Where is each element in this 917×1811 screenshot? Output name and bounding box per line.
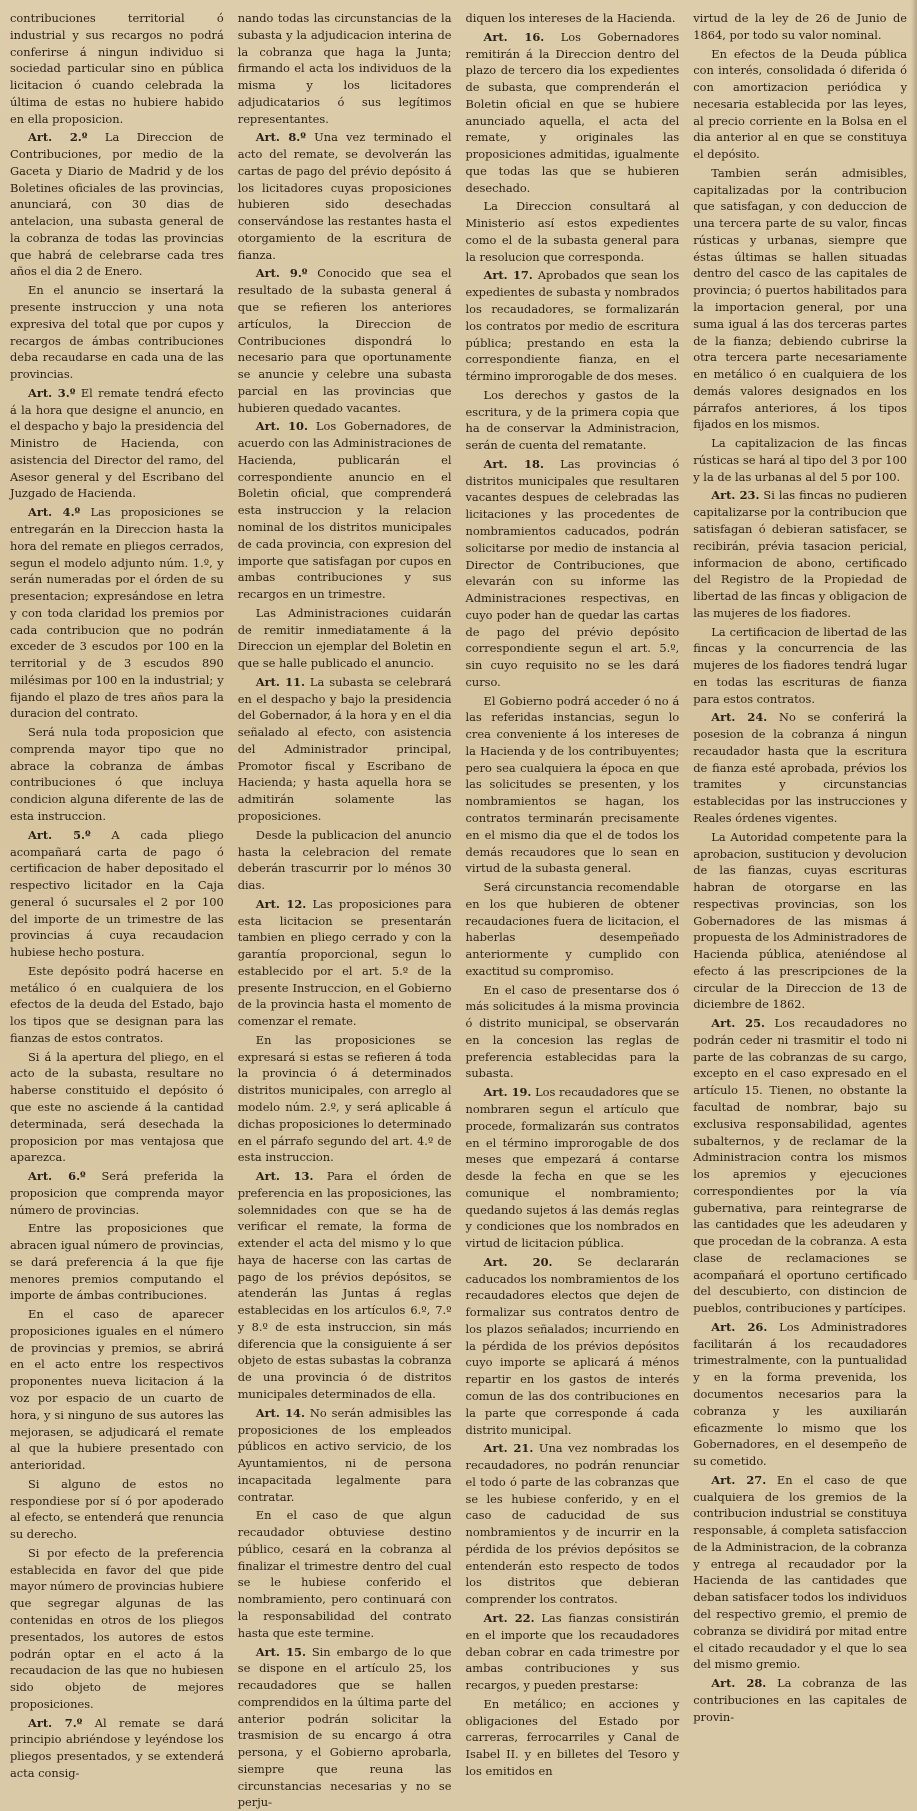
article-number: Art. 23. [711, 488, 759, 502]
paragraph [238, 10, 452, 127]
paragraph [238, 129, 452, 263]
paragraph-text: En el caso de aparecer proposiciones iguales en el número de provincias y premios, se abrirá en el acto entre los respectivos proponentes nueva licitacion á la voz por espacio de un cuarto de hora, y si ninguno de sus autores las mejorasen, se adjudicará el remate al que la hubiere presentado con anterioridad. [10, 1307, 224, 1472]
paragraph [466, 198, 680, 265]
paragraph-text: Los recaudadores que se nombraren segun el artículo que procede, formalizarán sus contratos en el término improrogable de dos meses que empezará á contarse desde la fecha en que se les comunique el nombramiento; quedando sujetos á las demás reglas y condiciones que los nombrados en virtud de licitacion pública. [466, 1085, 680, 1250]
paragraph-text: La Direccion consultará al Ministerio así estos expedientes como el de la subasta general para la resolucion que corresponda. [466, 199, 680, 263]
paragraph [10, 724, 224, 825]
paragraph [10, 963, 224, 1047]
column-2 [238, 10, 452, 1272]
paragraph-text: diquen los intereses de la Hacienda. [466, 11, 676, 25]
paragraph-text: En las proposiciones se expresará si estas se refieren á toda la provincia ó á determinados distritos municipales, con arreglo al modelo núm. 2.º, y será aplicable á dichas proposiciones lo determinado en el párrafo segundo del art. 4.º de esta instruccion. [238, 1033, 452, 1164]
page-edge-shadow [911, 0, 917, 1280]
paragraph-text: En el caso de que algun recaudador obtuviese destino público, cesará en la cobranza al finalizar el trimestre dentro del cual se le hubiese conferido el nombramiento, pero continuará con la responsabilidad del contrato hasta que este termine. [238, 1508, 452, 1639]
paragraph [693, 46, 907, 163]
article-number: Art. 25. [711, 1016, 765, 1030]
paragraph-text: Las proposiciones para esta licitacion se presentarán tambien en pliego cerrado y con la garantía proporcional, segun lo establecido por el art. 5.º de la presente Instruccion, en el Gobierno de la provincia hasta el momento de comenzar el remate. [238, 897, 452, 1028]
paragraph [238, 1644, 452, 1811]
paragraph-text: Entre las proposiciones que abracen igual número de provincias, se dará preferencia á la que fije menores premios computando el importe de ámbas contribuciones. [10, 1221, 224, 1302]
paragraph [10, 1220, 224, 1304]
article-number: Art. 9.º [256, 266, 308, 280]
paragraph [238, 418, 452, 602]
article-number: Art. 14. [256, 1406, 305, 1420]
paragraph [10, 385, 224, 502]
paragraph-text: No se conferirá la posesion de la cobranza á ningun recaudador hasta que la escritura de fianza esté aprobada, prévios los tramites y circunstancias establecidas por las instrucciones y Reales órdenes vigentes. [693, 710, 907, 825]
paragraph-text: Si las fincas no pudieren capitalizarse por la contribucion que satisfagan ó debieran satisfacer, se recibirán, prévia tasacion pericial, informacion de abono, certificado del Registro de la Propiedad de libertad de las fincas y obligacion de las mujeres de los fiadores. [693, 488, 907, 619]
article-number: Art. 8.º [256, 130, 306, 144]
paragraph [238, 1032, 452, 1166]
paragraph [10, 1476, 224, 1543]
paragraph [238, 1507, 452, 1641]
paragraph [10, 1306, 224, 1474]
paragraph [466, 10, 680, 27]
column-1 [10, 10, 224, 1272]
article-number: Art. 15. [256, 1645, 306, 1659]
paragraph [693, 165, 907, 433]
paragraph [238, 265, 452, 416]
paragraph-text: El remate tendrá efecto á la hora que designe el anuncio, en el despacho y bajo la presidencia del Ministro de Hacienda, con asistencia del Director del ramo, del Asesor general y del Escribano del Juzgado de Hacienda. [10, 386, 224, 501]
article-number: Art. 13. [256, 1169, 314, 1183]
paragraph [10, 282, 224, 383]
paragraph [466, 1696, 680, 1780]
article-number: Art. 2.º [28, 130, 87, 144]
paragraph [693, 1675, 907, 1725]
paragraph [238, 674, 452, 825]
paragraph-text: La Direccion de Contribuciones, por medio de la Gaceta y Diario de Madrid y de los Boletines oficiales de las provincias, anunciará, con 30 dias de antelacion, una subasta general de la cobranza de todas las provincias que habrá de celebrarse cada tres años el dia 2 de Enero. [10, 130, 224, 278]
paragraph-text: La certificacion de libertad de las fincas y la concurrencia de las mujeres de los fiadores tendrá lugar en todas las escrituras de fianza para estos contratos. [693, 625, 907, 706]
paragraph-text: Las fianzas consistirán en el importe que los recaudadores deban cobrar en cada trimestre por ambas contribuciones y sus recargos, y pueden prestarse: [466, 1611, 680, 1692]
paragraph [238, 605, 452, 672]
paragraph [466, 1084, 680, 1252]
article-number: Art. 16. [484, 30, 545, 44]
paragraph [466, 879, 680, 980]
column-3 [466, 10, 680, 1272]
paragraph-text: nando todas las circunstancias de la subasta y la adjudicacion interina de la cobranza que haga la Junta; firmando el acta los individuos de la misma y los licitadores adjudicatarios ó sus legítimos representantes. [238, 11, 452, 126]
article-number: Art. 26. [711, 1320, 767, 1334]
article-number: Art. 5.º [28, 828, 91, 842]
paragraph-text: La Autoridad competente para la aprobacion, sustitucion y devolucion de las fianzas, cuyas escrituras habran de otorgarse en las respectivas provincias, son los Gobernadores de las mismas á propuesta de los Administradores de Hacienda pública, ateniéndose al efecto á las prescripciones de la circular de la Direccion de 13 de diciembre de 1862. [693, 830, 907, 1012]
paragraph-text: Las Administraciones cuidarán de remitir inmediatamente á la Direccion un ejemplar del Boletin en que se halle publicado el anuncio. [238, 606, 452, 670]
paragraph-text: Los recaudadores no podrán ceder ni trasmitir el todo ni parte de las cobranzas de su cargo, excepto en el caso expresado en el artículo 15. Tienen, no obstante la facultad de nombrar, bajo su exclusiva responsabilidad, agentes subalternos, y de reclamar de la Administracion contra los mismos los apremios y ejecuciones correspondientes por la vía gubernativa, para reintegrarse de las cantidades que les adeudaren y que procedan de la cobranza. A esta clase de reclamaciones se acompañará el oportuno certificado del descubierto, con distincion de pueblos, contribuciones y partícipes. [693, 1016, 907, 1315]
paragraph-text: contribuciones territorial ó industrial y sus recargos no podrá conferirse á ningun individuo si sociedad particular sino en pública licitacion ó cuando celebrada la última de estas no hubiere habido en ella proposicion. [10, 11, 224, 126]
paragraph-text: Este depósito podrá hacerse en metálico ó en cualquiera de los efectos de la deuda del Estado, bajo los tipos que se designan para las fianzas de estos contratos. [10, 964, 224, 1045]
paragraph-text: Las provincias ó distritos municipales que resultaren vacantes despues de celebradas las licitaciones y las procedentes de nombramientos caducados, podrán solicitarse por medio de instancia al Director de Contribuciones, que elevarán con su informe las Administraciones respectivas, en cuyo poder han de quedar las cartas de pago del prévio depósito correspondiente segun el art. 5.º, sin cuyo requisito no se les dará curso. [466, 457, 680, 689]
paragraph [693, 624, 907, 708]
paragraph-text: Si por efecto de la preferencia establecida en favor del que pide mayor número de provincias hubiere que segregar algunas de las contenidas en otros de los pliegos presentados, los autores de estos podrán optar en el acto á la recaudacion de las que no hubiesen sido objeto de mejores proposiciones. [10, 1546, 224, 1711]
paragraph-text: Conocido que sea el resultado de la subasta general á que se refieren los anteriores artículos, la Direccion de Contribuciones dispondrá lo necesario para que oportunamente se anuncie y celebre una subasta parcial en las provincias que hubieren quedado vacantes. [238, 266, 452, 414]
paragraph [693, 709, 907, 826]
paragraph-text: En el caso de que cualquiera de los gremios de la contribucion industrial se constituya responsable, á completa satisfaccion de la Administracion, de la cobranza y entrega al recaudador por la Hacienda de las cantidades que deban satisfacer todos los individuos del respectivo gremio, el premio de cobranza se dividirá por mitad entre el citado recaudador y el que lo sea del mismo gremio. [693, 1473, 907, 1671]
article-number: Art. 3.º [28, 386, 75, 400]
paragraph-text: Será preferida la proposicion que comprenda mayor número de provincias. [10, 1169, 224, 1217]
column-4 [693, 10, 907, 1272]
paragraph-text: Los Gobernadores, de acuerdo con las Administraciones de Hacienda, publicarán el correspondiente anuncio en el Boletin oficial, que comprenderá esta instruccion y la relacion nominal de los distritos municipales de cada provincia, con expresion del importe que satisfagan por cupos en ambas contribuciones y sus recargos en un trimestre. [238, 419, 452, 601]
paragraph-text: Sin embargo de lo que se dispone en el artículo 25, los recaudadores que se hallen comprendidos en la última parte del anterior podrán solicitar la trasmision de su encargo á otra persona, y el Gobierno aprobarla, siempre que reuna las circunstancias necesarias y no se perju- [238, 1645, 452, 1810]
paragraph [10, 1715, 224, 1782]
paragraph-text: Los derechos y gastos de la escritura, y de la primera copia que ha de conservar la Administracion, serán de cuenta del rematante. [466, 388, 680, 452]
paragraph-text: Será nula toda proposicion que comprenda mayor tipo que no abrace la cobranza de ámbas contribuciones ó que incluya condicion alguna diferente de las de esta instruccion. [10, 725, 224, 823]
paragraph-text: Las proposiciones se entregarán en la Direccion hasta la hora del remate en pliegos cerrados, segun el modelo adjunto núm. 1.º, y serán numeradas por el órden de su presentacion; expresándose en letra y con toda claridad los premios por cada contribucion que no podrán exceder de 3 escudos por 100 en la territorial y de 3 escudos 890 milésimas por 100 en la industrial; y fijando el plazo de tres años para la duracion del contrato. [10, 505, 224, 720]
paragraph [693, 829, 907, 1013]
paragraph [10, 1049, 224, 1166]
paragraph-text: Se declararán caducados los nombramientos de los recaudadores electos que dejen de formalizar sus contratos dentro de los plazos señalados; incurriendo en la pérdida de los prévios depósitos cuyo importe se aplicará á ménos repartir en los gastos de interés comun de las dos contribuciones en la parte que corresponde á cada distrito municipal. [466, 1255, 680, 1437]
paragraph [238, 1168, 452, 1403]
paragraph [466, 1610, 680, 1694]
paragraph-text: No serán admisibles las proposiciones de los empleados públicos en activo servicio, de los Ayuntamientos, ni de persona incapacitada legalmente para contratar. [238, 1406, 452, 1504]
paragraph [693, 1319, 907, 1470]
paragraph-text: Aprobados que sean los expedientes de subasta y nombrados los recaudadores, se formalizarán los contratos por medio de escritura pública; prestando en esta la correspondiente fianza, en el término improrogable de dos meses. [466, 268, 680, 383]
paragraph-text: En el anuncio se insertará la presente instruccion y una nota expresiva del total que por cupos y recargos de ámbas contribuciones deba recaudarse en cada una de las provincias. [10, 283, 224, 381]
article-number: Art. 28. [711, 1676, 766, 1690]
paragraph-text: Si á la apertura del pliego, en el acto de la subasta, resultare no haberse constituido el depósito ó que este no asciende á la cantidad determinada, será desechada la proposicion por mas ventajosa que aparezca. [10, 1050, 224, 1165]
paragraph-text: Una vez nombradas los recaudadores, no podrán renunciar el todo ó parte de las cobranzas que se les hubiese conferido, y en el caso de caducidad de sus nombramientos y de incurrir en la pérdida de los prévios depósitos se entenderán esto respecto de todos los distritos que debieran comprender los contratos. [466, 1441, 680, 1606]
paragraph [466, 29, 680, 197]
article-number: Art. 18. [484, 457, 544, 471]
paragraph-text: Una vez terminado el acto del remate, se devolverán las cartas de pago del prévio depósito á los licitadores cuyas proposiciones hubieren sido desechadas conservándose las restantes hasta el otorgamiento de la escritura de fianza. [238, 130, 452, 261]
paragraph [10, 129, 224, 280]
article-number: Art. 24. [711, 710, 767, 724]
paragraph [466, 456, 680, 691]
paragraph [10, 10, 224, 127]
article-number: Art. 17. [484, 268, 533, 282]
article-number: Art. 4.º [28, 505, 80, 519]
paragraph-text: Para el órden de preferencia en las proposiciones, las solemnidades con que se ha de verificar el remate, la forma de extender el acta del mismo y lo que haya de hacerse con las cartas de pago de los prévios depósitos, se atenderán las Juntas á reglas establecidas en los artículos 6.º, 7.º y 8.º de esta instruccion, sin más diferencia que la consiguiente á ser objeto de estas subastas la cobranza de una provincia ó de distritos municipales determinados de ella. [238, 1169, 452, 1401]
paragraph-text: Será circunstancia recomendable en los que hubieren de obtener recaudaciones fuera de licitacion, el haberlas desempeñado anteriormente y cumplido con exactitud su compromiso. [466, 880, 680, 978]
article-number: Art. 10. [256, 419, 308, 433]
paragraph-text: Si alguno de estos no respondiese por sí ó por apoderado al efecto, se entenderá que renuncia su derecho. [10, 1477, 224, 1541]
paragraph [466, 1254, 680, 1438]
paragraph [10, 1545, 224, 1713]
paragraph-text: En efectos de la Deuda pública con interés, consolidada ó diferida ó con amortizacion periódica y necesaria establecida por las leyes, al precio corriente en la Bolsa en el dia anterior al en que se constituya el depósito. [693, 47, 907, 162]
paragraph-text: La cobranza de las contribuciones en las capitales de provin- [693, 1676, 907, 1724]
article-number: Art. 12. [256, 897, 306, 911]
paragraph-text: En el caso de presentarse dos ó más solicitudes á la misma provincia ó distrito municipal, se observarán en la concesion las reglas de preferencia establecidas para la subasta. [466, 983, 680, 1081]
paragraph [10, 1168, 224, 1218]
article-number: Art. 6.º [28, 1169, 86, 1183]
paragraph-text: En metálico; en acciones y obligaciones del Estado por carreras, ferrocarriles y Canal de Isabel II. y en billetes del Tesoro y los emitidos en [466, 1697, 680, 1778]
paragraph-text: Tambien serán admisibles, capitalizadas por la contribucion que satisfagan, y con deduccion de una tercera parte de su valor, fincas rústicas y urbanas, siempre que éstas últimas se hallen situadas dentro del casco de las capitales de provincia; ó puertos habilitados para la importacion general, por una suma igual á las dos terceras partes de la fianza; debiendo cubrirse la otra tercera parte necesariamente en metálico ó en cualquiera de los demás valores designados en los párrafos anteriores, á los tipos fijados en los mismos. [693, 166, 907, 431]
article-number: Art. 27. [711, 1473, 766, 1487]
paragraph-text: Los Gobernadores remitirán á la Direccion dentro del plazo de tercero dia los expedientes de subasta, que comprenderán el Boletin oficial en que se hubiere anunciado aquella, el acta del remate, y originales las proposiciones admitidas, igualmente que todas las que se hubieren desechado. [466, 30, 680, 195]
paragraph [238, 896, 452, 1030]
article-number: Art. 7.º [28, 1716, 82, 1730]
article-number: Art. 11. [256, 675, 305, 689]
paragraph-text: Los Administradores facilitarán á los recaudadores trimestralmente, con la puntualidad y en la forma prevenida, los documentos necesarios para la cobranza y les auxiliarán eficazmente lo mismo que los Gobernadores, en el desempeño de su cometido. [693, 1320, 907, 1468]
article-number: Art. 19. [484, 1085, 532, 1099]
paragraph [466, 693, 680, 877]
paragraph-text: El Gobierno podrá acceder ó no á las referidas instancias, segun lo crea conveniente á los intereses de la Hacienda y de los contribuyentes; pero sea cualquiera la época en que las solicitudes se presenten, y los nombramientos se hagan, los contratos terminarán precisamente en el mismo dia que el de todos los demás recaudores que lo sean en virtud de la subasta general. [466, 694, 680, 876]
paragraph [466, 1440, 680, 1608]
paragraph-text: La subasta se celebrará en el despacho y bajo la presidencia del Gobernador, á la hora y en el dia señalado al efecto, con asistencia del Administrador principal, Promotor fiscal y Escribano de Hacienda; y hasta aquella hora se admitirán solamente las proposiciones. [238, 675, 452, 823]
paragraph [10, 827, 224, 961]
paragraph [238, 1405, 452, 1506]
paragraph [693, 435, 907, 485]
paragraph [693, 487, 907, 621]
paragraph [10, 504, 224, 722]
paragraph [466, 387, 680, 454]
article-number: Art. 22. [484, 1611, 535, 1625]
paragraph-text: La capitalizacion de las fincas rústicas se hará al tipo del 3 por 100 y la de las urbanas al del 5 por 100. [693, 436, 907, 484]
paragraph-text: virtud de la ley de 26 de Junio de 1864, por todo su valor nominal. [693, 11, 907, 42]
paragraph [693, 1015, 907, 1317]
paragraph-text: A cada pliego acompañará carta de pago ó certificacion de haber depositado el respectivo licitador en la Caja general ó sucursales el 2 por 100 del importe de un trimestre de las provincias á cuya recaudacion hubiese hecho postura. [10, 828, 224, 959]
paragraph [693, 1472, 907, 1673]
paragraph [466, 982, 680, 1083]
paragraph-text: Desde la publicacion del anuncio hasta la celebracion del remate deberán trascurrir por lo ménos 30 dias. [238, 828, 452, 892]
paragraph [466, 267, 680, 384]
paragraph [693, 10, 907, 44]
article-number: Art. 21. [484, 1441, 534, 1455]
paragraph-text: Al remate se dará principio abriéndose y leyéndose los pliegos presentados, y se extenderá acta consig- [10, 1716, 224, 1780]
article-number: Art. 20. [484, 1255, 553, 1269]
paragraph [238, 827, 452, 894]
